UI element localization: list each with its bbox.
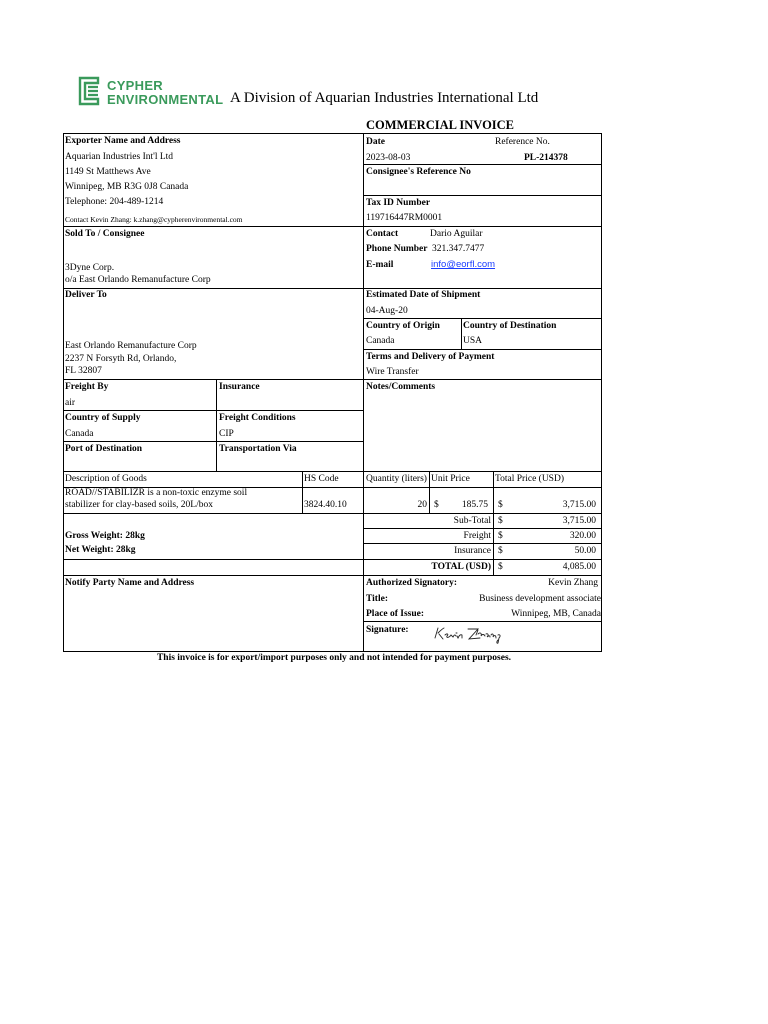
freight-by-value: air (65, 398, 76, 408)
brand-name-line2: ENVIRONMENTAL (107, 92, 224, 107)
supply-value: Canada (65, 429, 94, 439)
goods-header-qty: Quantity (liters) (366, 474, 427, 484)
tax-id-label: Tax ID Number (366, 198, 431, 208)
footer-disclaimer (0, 653, 768, 663)
gross-weight: Gross Weight: 28kg (65, 531, 145, 541)
notify-label: Notify Party Name and Address (65, 578, 195, 588)
exporter-address1: 1149 St Matthews Ave (65, 167, 151, 177)
tax-id-value: 119716447RM0001 (366, 213, 443, 223)
freight-total-currency: $ (498, 531, 503, 541)
origin-label: Country of Origin (366, 321, 440, 331)
subtotal-label: Sub-Total (453, 516, 491, 526)
auth-signatory-value: Kevin Zhang (548, 578, 598, 588)
est-date-value: 04-Aug-20 (366, 306, 408, 316)
origin-value: Canada (366, 336, 395, 346)
reference-label: Reference No. (495, 137, 550, 147)
reference-value: PL-214378 (524, 153, 568, 163)
deliver-to-label: Deliver To (65, 290, 107, 300)
place-value: Winnipeg, MB, Canada (511, 609, 601, 619)
grand-total-label: TOTAL (USD) (431, 562, 491, 572)
terms-label: Terms and Delivery of Payment (366, 352, 495, 362)
goods-header-hs: HS Code (304, 474, 339, 484)
exporter-telephone: Telephone: 204-489-1214 (65, 197, 164, 207)
goods-unit-value: 185.75 (461, 500, 488, 510)
exporter-address2: Winnipeg, MB R3G 0J8 Canada (65, 182, 189, 192)
insurance-total-label: Insurance (454, 546, 491, 556)
est-date-label: Estimated Date of Shipment (366, 290, 481, 300)
brand-name-line1: CYPHER (107, 78, 163, 93)
goods-hs-value: 3824.40.10 (304, 500, 347, 510)
goods-total-value: 3,715.00 (562, 500, 596, 510)
phone-value: 321.347.7477 (432, 244, 485, 254)
date-label: Date (366, 137, 385, 147)
insurance-total-currency: $ (498, 546, 503, 556)
footer-text: This invoice is for export/import purposes only and not intended for payment purposes. (156, 653, 512, 663)
supply-label: Country of Supply (65, 413, 141, 423)
deliver-to-line2: 2237 N Forsyth Rd, Orlando, (65, 354, 177, 364)
exporter-contact: Contact Kevin Zhang: k.zhang@cypherenvironmental.com (65, 215, 243, 224)
goods-total-currency: $ (498, 500, 503, 510)
port-label: Port of Destination (65, 444, 143, 454)
grand-total-currency: $ (498, 562, 503, 572)
goods-header-unit: Unit Price (431, 474, 470, 484)
title-label: Title: (366, 594, 388, 604)
title-value: Business development associate (479, 594, 601, 604)
consignee-ref-label: Consignee's Reference No (366, 167, 471, 177)
goods-qty-value: 20 (417, 500, 427, 510)
insurance-label: Insurance (219, 382, 260, 392)
grand-total-value: 4,085.00 (562, 562, 596, 572)
freight-total-label: Freight (463, 531, 491, 541)
exporter-name: Aquarian Industries Int'l Ltd (65, 152, 174, 162)
terms-value: Wire Transfer (366, 367, 419, 377)
goods-desc-line2: stabilizer for clay-based soils, 20L/box (65, 500, 214, 510)
subtotal-value: 3,715.00 (562, 516, 596, 526)
contact-label: Contact (366, 229, 399, 239)
invoice-title: COMMERCIAL INVOICE (366, 118, 515, 132)
freight-conditions-label: Freight Conditions (219, 413, 296, 423)
date-value: 2023-08-03 (366, 153, 411, 163)
goods-header-description: Description of Goods (65, 474, 147, 484)
notes-label: Notes/Comments (366, 382, 436, 392)
contact-value: Dario Aguilar (430, 229, 483, 239)
net-weight: Net Weight: 28kg (65, 545, 136, 555)
subtotal-currency: $ (498, 516, 503, 526)
sold-to-line1: 3Dyne Corp. (65, 263, 115, 273)
email-label: E-mail (366, 260, 394, 270)
auth-signatory-label: Authorized Signatory: (366, 578, 458, 588)
email-link[interactable]: info@eorfl.com (431, 259, 496, 270)
signature-label: Signature: (366, 625, 409, 635)
destination-label: Country of Destination (463, 321, 557, 331)
transport-label: Transportation Via (219, 444, 297, 454)
destination-value: USA (463, 336, 483, 346)
freight-by-label: Freight By (65, 382, 109, 392)
place-label: Place of Issue: (366, 609, 425, 619)
goods-header-total: Total Price (USD) (495, 474, 564, 484)
deliver-to-line3: FL 32807 (65, 366, 102, 376)
deliver-to-line1: East Orlando Remanufacture Corp (65, 341, 197, 351)
phone-label: Phone Number (366, 244, 428, 254)
goods-unit-currency: $ (434, 500, 439, 510)
sold-to-line2: o/a East Orlando Remanufacture Corp (65, 275, 211, 285)
freight-conditions-value: CIP (219, 429, 234, 439)
division-text: A Division of Aquarian Industries International Ltd (230, 90, 539, 106)
handwritten-signature (432, 624, 504, 644)
sold-to-label: Sold To / Consignee (65, 229, 145, 239)
exporter-label: Exporter Name and Address (65, 136, 181, 146)
insurance-total-value: 50.00 (574, 546, 596, 556)
freight-total-value: 320.00 (569, 531, 596, 541)
goods-desc-line1: ROAD//STABILIZR is a non-toxic enzyme soil (65, 488, 248, 498)
